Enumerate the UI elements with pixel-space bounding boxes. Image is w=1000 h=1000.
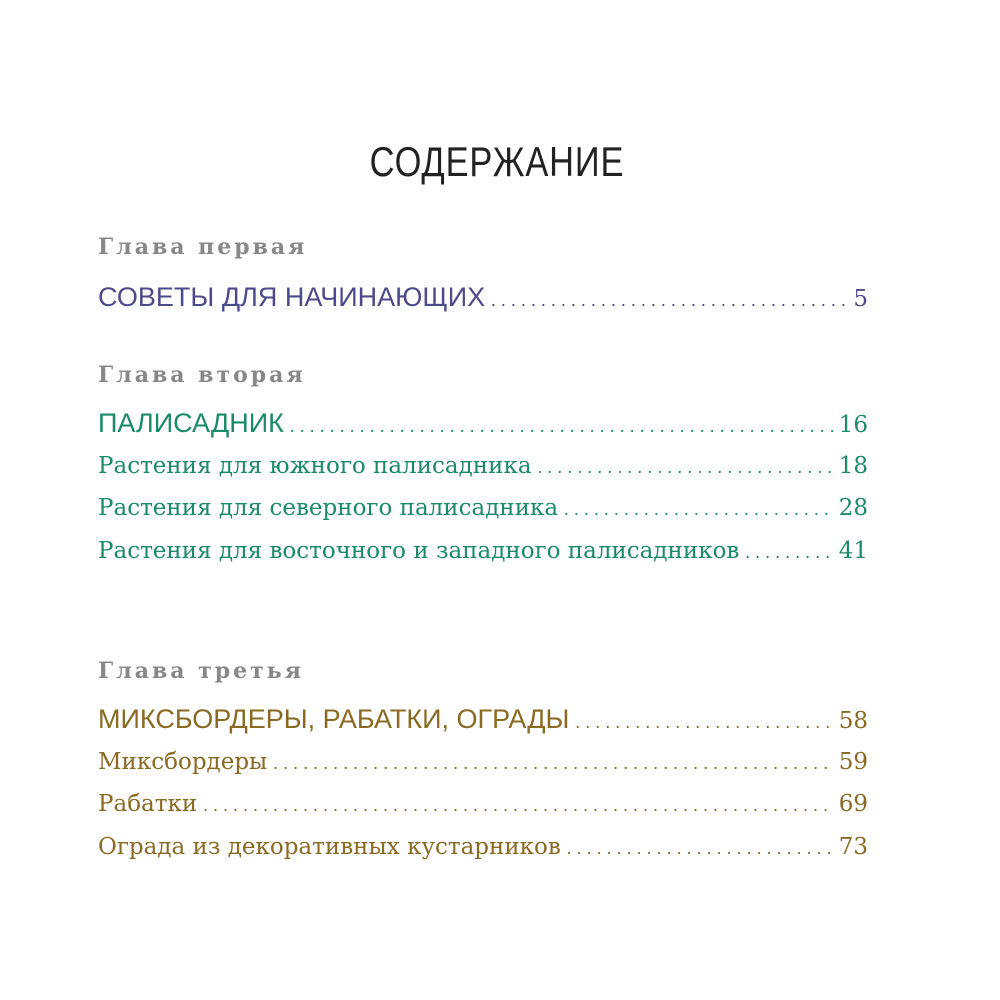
toc-entry-text: МИКСБОРДЕРЫ, РАБАТКИ, ОГРАДЫ [98,704,570,734]
toc-entry[interactable] [98,791,868,817]
toc-entry[interactable] [98,749,868,775]
leader-dots [273,753,832,774]
toc-entry-page: 28 [838,495,868,521]
toc-entry-page: 16 [838,412,868,438]
toc-entry-text: СОВЕТЫ ДЛЯ НАЧИНАЮЩИХ [98,282,486,312]
leader-dots [564,499,833,520]
toc-entry[interactable] [98,453,868,479]
toc-entry-page: 41 [838,538,868,564]
toc-entry-page: 18 [838,453,868,479]
leader-dots [575,712,832,733]
toc-entry-text: Миксбордеры [98,749,268,775]
leader-dots [203,795,833,816]
leader-dots [745,542,832,563]
toc-entry-page: 69 [838,791,868,817]
toc-entry-chapter-1-title[interactable] [98,282,868,313]
leader-dots [567,838,833,859]
toc-entry-page: 73 [838,834,868,860]
toc-entry[interactable] [98,538,868,564]
page-title: СОДЕРЖАНИЕ [369,138,625,185]
toc-entry-page: 59 [838,749,868,775]
toc-entry-page: 5 [853,286,868,312]
toc-entry[interactable] [98,834,868,860]
chapter-3-label: Глава третья [98,658,304,684]
leader-dots [290,416,833,437]
chapter-2-label: Глава вторая [98,362,306,388]
toc-entry-page: 58 [838,708,868,734]
toc-entry-chapter-2-title[interactable] [98,408,868,439]
leader-dots [538,457,833,478]
toc-entry-text: Рабатки [98,791,198,817]
toc-entry-chapter-3-title[interactable] [98,704,868,735]
toc-entry-text: Ограда из декоративных кустарников [98,834,561,860]
toc-entry-text: ПАЛИСАДНИК [98,408,284,438]
chapter-1-label: Глава первая [98,234,308,260]
toc-entry[interactable] [98,495,868,521]
toc-entry-text: Растения для восточного и западного палисадников [98,538,740,564]
leader-dots [491,290,847,311]
toc-entry-text: Растения для северного палисадника [98,495,559,521]
toc-entry-text: Растения для южного палисадника [98,453,532,479]
